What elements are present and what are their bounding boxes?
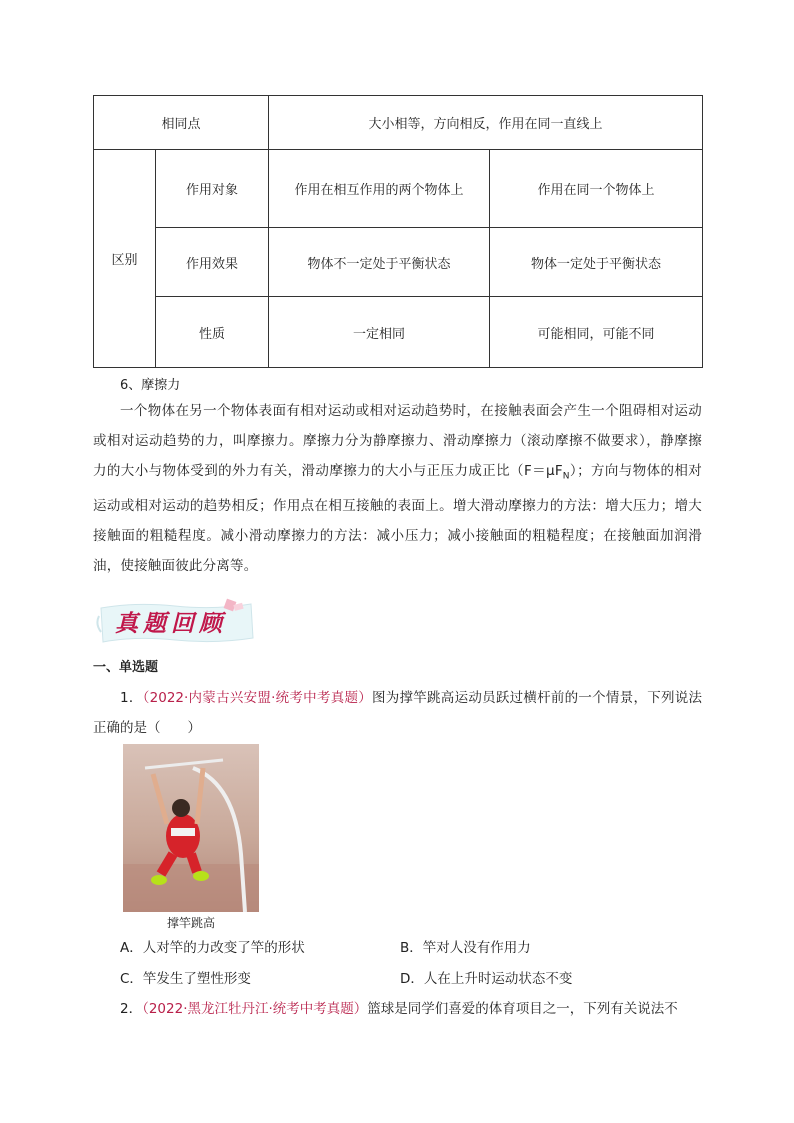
table-row bbox=[94, 297, 703, 368]
subscript-n: N bbox=[562, 471, 570, 482]
friction-heading: 6、摩擦力 bbox=[120, 378, 181, 393]
question-source: （2022·黑龙江牡丹江·统考中考真题） bbox=[142, 1001, 368, 1017]
table-cell: 作用在相互作用的两个物体上 bbox=[269, 150, 490, 228]
option-c: C．竿发生了塑性形变 bbox=[120, 971, 251, 987]
table-row bbox=[94, 150, 703, 228]
section-title: 一、单选题 bbox=[93, 660, 159, 675]
question-number: 1． bbox=[120, 690, 143, 706]
table-row bbox=[94, 228, 703, 297]
section-banner bbox=[95, 598, 257, 648]
friction-paragraph bbox=[93, 397, 702, 581]
table-cell: 物体不一定处于平衡状态 bbox=[269, 228, 490, 297]
pole-vault-image bbox=[123, 744, 259, 912]
table-cell: 可能相同，可能不同 bbox=[490, 297, 703, 368]
paragraph-text: ）；方向与物体的相对运动或相对运动的趋势相反；作用点在相互接触的表面上。增大滑动摩擦力的方法：增大压力；增大接触面的粗糙程度。减小滑动摩擦力的方法：减小压力；减小接触面的粗糙程度；在接触面加润滑油，使接触面彼此分离等。 bbox=[93, 462, 703, 574]
aspect-cell: 作用效果 bbox=[156, 228, 269, 297]
pole-vault-photo bbox=[123, 744, 259, 912]
photo-caption: 撑竿跳高 bbox=[166, 916, 215, 930]
option-d: D．人在上升时运动状态不变 bbox=[400, 971, 573, 987]
table-cell: 一定相同 bbox=[269, 297, 490, 368]
question-number: 2． bbox=[120, 1001, 143, 1017]
table-cell: 作用在同一个物体上 bbox=[490, 150, 703, 228]
question-text: 篮球是同学们喜爱的体育项目之一，下列有关说法不 bbox=[367, 1001, 678, 1017]
question-2 bbox=[120, 997, 702, 1017]
option-a: A．人对竿的力改变了竿的形状 bbox=[120, 940, 305, 956]
option-b: B．竿对人没有作用力 bbox=[400, 940, 531, 956]
aspect-cell: 性质 bbox=[156, 297, 269, 368]
question-1 bbox=[93, 684, 702, 743]
table-row bbox=[94, 96, 703, 150]
diff-label-cell: 区别 bbox=[94, 150, 156, 368]
question-source: （2022·内蒙古兴安盟·统考中考真题） bbox=[142, 690, 372, 706]
comparison-table bbox=[93, 95, 703, 368]
same-value-cell: 大小相等，方向相反，作用在同一直线上 bbox=[269, 96, 703, 150]
same-label-cell: 相同点 bbox=[94, 96, 269, 150]
banner-title: 真题回顾 bbox=[115, 610, 227, 637]
paragraph-text: 一个物体在另一个物体表面有相对运动或相对运动趋势时，在接触表面会产生一个阻碍相对运动或相对运动趋势的力，叫摩擦力。摩擦力分为静摩擦力、滑动摩擦力（滚动摩擦不做要求），静摩擦力的大小与物体受到的外力有关，滑动摩擦力的大小与正压力成正比（F＝μF bbox=[93, 403, 702, 479]
table-cell: 物体一定处于平衡状态 bbox=[490, 228, 703, 297]
question-text: 图为撑竿跳高运动员跃过横杆前的一个情景，下列说法正确的是（ ） bbox=[93, 690, 703, 736]
aspect-cell: 作用对象 bbox=[156, 150, 269, 228]
